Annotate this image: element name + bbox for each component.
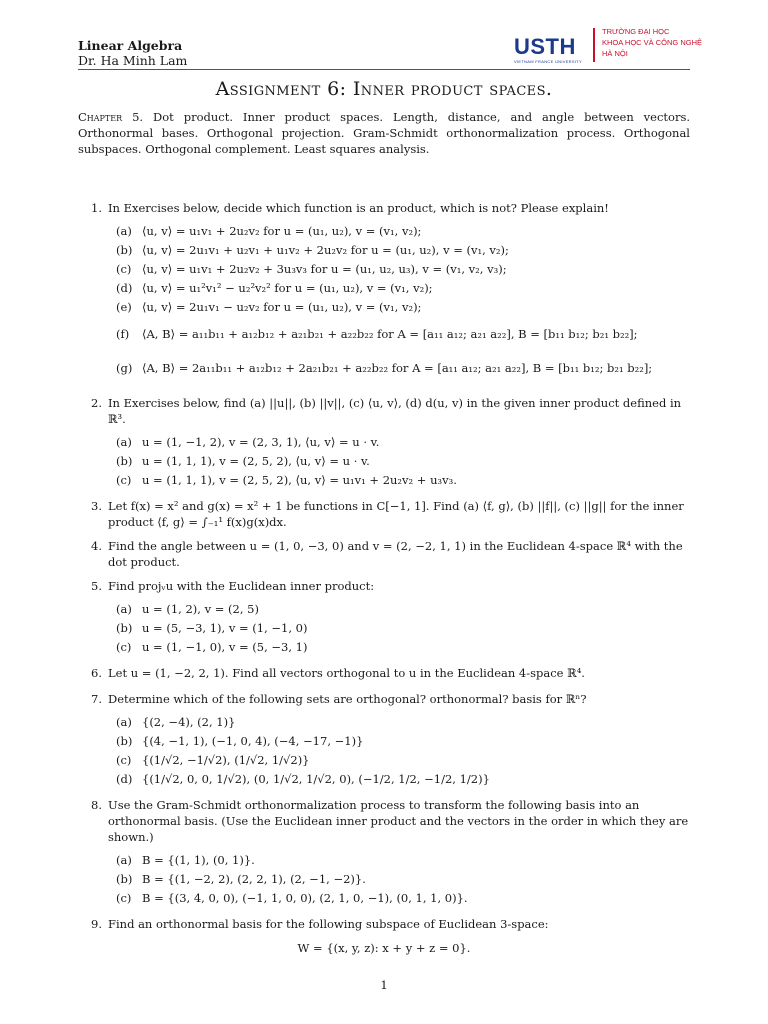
sub-item-text: ⟨A, B⟩ = 2a₁₁b₁₁ + a₁₂b₁₂ + 2a₂₁b₂₁ + a₂₂b₂₂ for A = [a₁₁ a₁₂; a₂₁ a₂₂], B = [b₁₁ b₁₂; b₂₁ b₂₂]; xyxy=(142,361,653,375)
sub-item-list xyxy=(116,222,690,385)
instructor-name: Dr. Ha Minh Lam xyxy=(78,53,188,68)
sub-item-label: (d) xyxy=(116,772,133,786)
sub-item-label: (f) xyxy=(116,327,130,341)
problem-item xyxy=(78,916,690,956)
problem-item xyxy=(78,395,690,490)
problem-number: 6. xyxy=(91,666,102,680)
sub-item xyxy=(116,751,690,770)
sub-item-label: (c) xyxy=(116,473,132,487)
page-number: 1 xyxy=(380,978,388,992)
problem-list xyxy=(78,200,690,956)
problem-text: Let u = (1, −2, 2, 1). Find all vectors orthogonal to u in the Euclidean 4-space ℝ⁴. xyxy=(108,666,585,680)
sub-item-text: B = {(1, −2, 2), (2, 2, 1), (2, −1, −2)}. xyxy=(142,872,366,886)
assignment-title: Assignment 6: Inner product spaces. xyxy=(215,78,553,100)
sub-item-text: ⟨u, v⟩ = u₁v₁ + 2u₂v₂ for u = (u₁, u₂), v = (v₁, v₂); xyxy=(142,224,422,238)
university-logo xyxy=(514,26,704,66)
sub-item-label: (d) xyxy=(116,281,133,295)
sub-item-text: {(4, −1, 1), (−1, 0, 4), (−4, −17, −1)} xyxy=(142,734,364,748)
logo-mark: USTH xyxy=(514,34,576,59)
logo-divider xyxy=(593,28,595,62)
problem-number: 8. xyxy=(91,798,102,812)
sub-item-text: B = {(3, 4, 0, 0), (−1, 1, 0, 0), (2, 1, 0, −1), (0, 1, 1, 0)}. xyxy=(142,891,468,905)
problem-number: 7. xyxy=(91,692,102,706)
sub-item-label: (a) xyxy=(116,602,132,616)
problem-number: 9. xyxy=(91,917,102,931)
sub-item-label: (a) xyxy=(116,435,132,449)
sub-item-label: (b) xyxy=(116,243,133,257)
sub-item xyxy=(116,222,690,241)
sub-item xyxy=(116,317,690,351)
sub-item xyxy=(116,279,690,298)
sub-item-label: (b) xyxy=(116,621,133,635)
sub-item-text: ⟨u, v⟩ = 2u₁v₁ − u₂v₂ for u = (u₁, u₂), v = (v₁, v₂); xyxy=(142,300,422,314)
logo-subtitle: VIETNAM FRANCE UNIVERSITY xyxy=(514,59,582,64)
problem-item xyxy=(78,538,690,570)
sub-item-text: u = (1, −1, 2), v = (2, 3, 1), ⟨u, v⟩ = u · v. xyxy=(142,435,380,449)
sub-item-list xyxy=(116,851,690,908)
sub-item-text: ⟨u, v⟩ = 2u₁v₁ + u₂v₁ + u₁v₂ + 2u₂v₂ for u = (u₁, u₂), v = (v₁, v₂); xyxy=(142,243,509,257)
chapter-label: Chapter 5. xyxy=(78,110,144,124)
sub-item-label: (c) xyxy=(116,262,132,276)
problem-item xyxy=(78,797,690,908)
problem-text: Determine which of the following sets are orthogonal? orthonormal? basis for ℝⁿ? xyxy=(108,692,587,706)
sub-item-list xyxy=(116,713,690,789)
sub-item-text: u = (1, 1, 1), v = (2, 5, 2), ⟨u, v⟩ = u · v. xyxy=(142,454,370,468)
sub-item-label: (a) xyxy=(116,853,132,867)
sub-item xyxy=(116,770,690,789)
sub-item-text: u = (1, −1, 0), v = (5, −3, 1) xyxy=(142,640,308,654)
sub-item-text: B = {(1, 1), (0, 1)}. xyxy=(142,853,255,867)
problem-text: Use the Gram-Schmidt orthonormalization process to transform the following basis into an orthonormal basis. (Use the Euclidean inner product and the vectors in the order in which they are shown.) xyxy=(108,798,689,844)
sub-item xyxy=(116,298,690,317)
display-equation: W = {(x, y, z): x + y + z = 0}. xyxy=(297,941,471,955)
problem-number: 3. xyxy=(91,499,102,513)
problem-item xyxy=(78,665,690,681)
problem-number: 4. xyxy=(91,539,102,553)
sub-item-text: {(1/√2, 0, 0, 1/√2), (0, 1/√2, 1/√2, 0), (−1/2, 1/2, −1/2, 1/2)} xyxy=(142,772,490,786)
sub-item xyxy=(116,851,690,870)
sub-item-label: (a) xyxy=(116,715,132,729)
problem-text: Find an orthonormal basis for the following subspace of Euclidean 3-space: xyxy=(108,917,549,931)
problem-item xyxy=(78,691,690,789)
sub-item-label: (a) xyxy=(116,224,132,238)
problem-text: In Exercises below, find (a) ||u||, (b) ||v||, (c) ⟨u, v⟩, (d) d(u, v) in the given inner product defined in ℝ³. xyxy=(108,396,682,426)
sub-item xyxy=(116,433,690,452)
logo-line: TRƯỜNG ĐẠI HỌC xyxy=(602,27,670,36)
course-title: Linear Algebra xyxy=(78,38,183,53)
sub-item-text: u = (1, 2), v = (2, 5) xyxy=(142,602,259,616)
sub-item-text: {(2, −4), (2, 1)} xyxy=(142,715,236,729)
sub-item xyxy=(116,241,690,260)
sub-item xyxy=(116,732,690,751)
sub-item-label: (b) xyxy=(116,872,133,886)
sub-item-text: ⟨A, B⟩ = a₁₁b₁₁ + a₁₂b₁₂ + a₂₁b₂₁ + a₂₂b₂₂ for A = [a₁₁ a₁₂; a₂₁ a₂₂], B = [b₁₁ b₁₂; b₂₁ b₂₂]; xyxy=(142,327,638,341)
header-left xyxy=(78,38,187,68)
sub-item xyxy=(116,351,690,385)
sub-item-label: (b) xyxy=(116,454,133,468)
sub-item xyxy=(116,889,690,908)
chapter-summary xyxy=(78,109,690,157)
sub-item xyxy=(116,619,690,638)
sub-item-label: (b) xyxy=(116,734,133,748)
sub-item xyxy=(116,638,690,657)
header-rule xyxy=(78,69,690,70)
logo-line: HÀ NỘI xyxy=(602,49,628,58)
problem-number: 5. xyxy=(91,579,102,593)
problem-text: In Exercises below, decide which function is an product, which is not? Please explain! xyxy=(108,201,609,215)
sub-item-text: u = (1, 1, 1), v = (2, 5, 2), ⟨u, v⟩ = u₁v₁ + 2u₂v₂ + u₃v₃. xyxy=(142,473,457,487)
problem-number: 2. xyxy=(91,396,102,410)
sub-item xyxy=(116,870,690,889)
sub-item-label: (c) xyxy=(116,891,132,905)
logo-line: KHOA HỌC VÀ CÔNG NGHỆ xyxy=(602,38,703,47)
logo-text xyxy=(602,26,702,59)
sub-item-text: ⟨u, v⟩ = u₁v₁ + 2u₂v₂ + 3u₃v₃ for u = (u₁, u₂, u₃), v = (v₁, v₂, v₃); xyxy=(142,262,507,276)
sub-item xyxy=(116,260,690,279)
sub-item-list xyxy=(116,600,690,657)
sub-item-list xyxy=(116,433,690,490)
problem-item xyxy=(78,200,690,385)
problem-text: Let f(x) = x² and g(x) = x² + 1 be functions in C[−1, 1]. Find (a) ⟨f, g⟩, (b) ||f||, (c) ||g|| for the inner product ⟨f, g⟩ = ∫₋₁¹ f(x)g(x)dx. xyxy=(108,499,684,529)
problem-text: Find projᵥu with the Euclidean inner product: xyxy=(108,579,375,593)
sub-item-label: (c) xyxy=(116,640,132,654)
problem-item xyxy=(78,498,690,530)
sub-item xyxy=(116,452,690,471)
chapter-text: Dot product. Inner product spaces. Length, distance, and angle between vectors. Orthonormal bases. Orthogonal projection. Gram-Schmidt orthonormalization process. Orthogonal subspaces. Orthogonal complement. Least squares analysis. xyxy=(78,110,691,156)
sub-item xyxy=(116,713,690,732)
sub-item-label: (c) xyxy=(116,753,132,767)
sub-item xyxy=(116,600,690,619)
sub-item-text: ⟨u, v⟩ = u₁²v₁² − u₂²v₂² for u = (u₁, u₂), v = (v₁, v₂); xyxy=(142,281,433,295)
sub-item xyxy=(116,471,690,490)
problem-number: 1. xyxy=(91,201,102,215)
problem-text: Find the angle between u = (1, 0, −3, 0) and v = (2, −2, 1, 1) in the Euclidean 4-space ℝ⁴ with the dot product. xyxy=(108,539,683,569)
problem-item xyxy=(78,578,690,657)
sub-item-label: (e) xyxy=(116,300,132,314)
sub-item-text: u = (5, −3, 1), v = (1, −1, 0) xyxy=(142,621,308,635)
sub-item-text: {(1/√2, −1/√2), (1/√2, 1/√2)} xyxy=(142,753,310,767)
sub-item-label: (g) xyxy=(116,361,133,375)
